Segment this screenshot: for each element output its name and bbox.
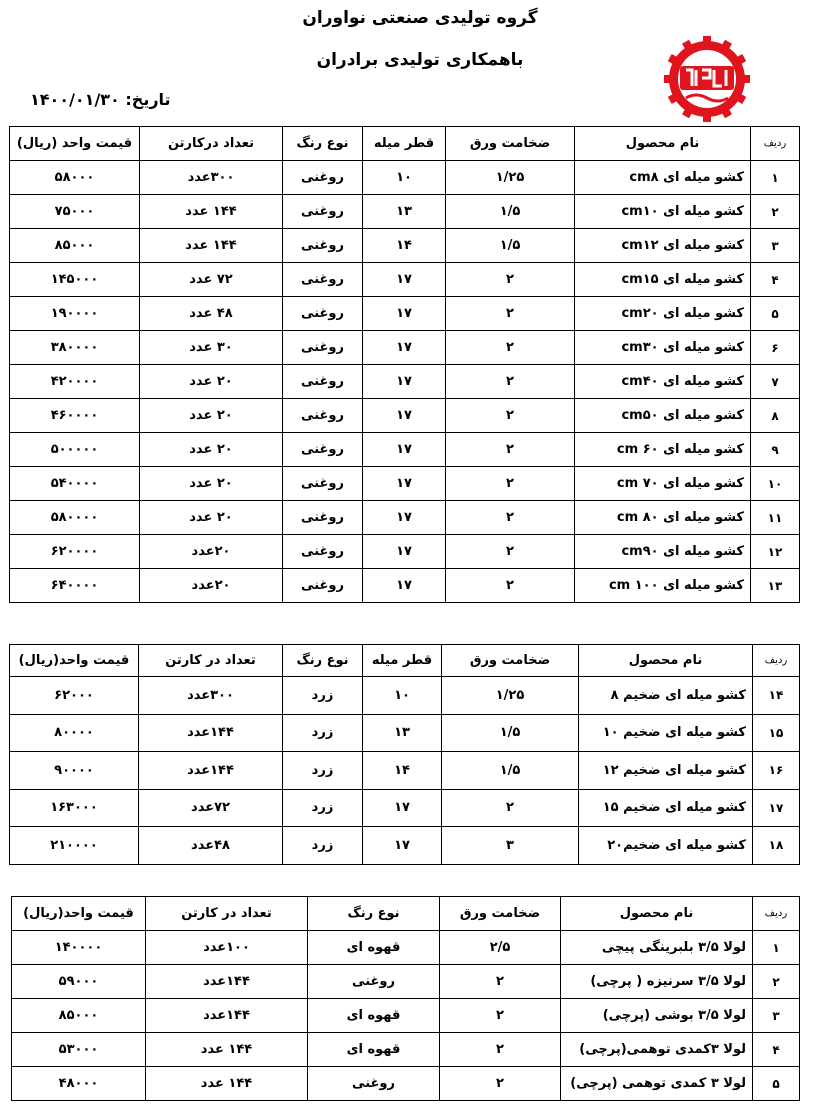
sheet-thickness: ۲ xyxy=(440,1067,561,1101)
rod-diameter: ۱۷ xyxy=(363,365,446,399)
unit-price: ۷۵۰۰۰ xyxy=(10,195,140,229)
qty-per-carton: ۲۰ عدد xyxy=(140,501,283,535)
sheet-thickness: ۲ xyxy=(440,965,561,999)
unit-price: ۵۹۰۰۰ xyxy=(12,965,146,999)
sheet-thickness: ۱/۵ xyxy=(446,195,575,229)
unit-price: ۶۲۰۰۰۰ xyxy=(10,535,140,569)
sheet-thickness: ۲ xyxy=(446,297,575,331)
paint-type: روغنی xyxy=(283,229,363,263)
rod-diameter: ۱۷ xyxy=(363,789,442,827)
product-name: لولا ۳/۵ بلبرینگی پیچی xyxy=(561,931,753,965)
row-number: ۴ xyxy=(753,1033,800,1067)
paint-type: روغنی xyxy=(283,535,363,569)
table-row xyxy=(10,789,800,827)
product-name: کشو میله ای ضخیم ۱۵ xyxy=(579,789,753,827)
paint-type: روغنی xyxy=(283,161,363,195)
table-row xyxy=(12,1033,800,1067)
row-number: ۱۳ xyxy=(751,569,800,603)
unit-price: ۸۵۰۰۰ xyxy=(12,999,146,1033)
paint-type: روغنی xyxy=(283,331,363,365)
row-number: ۱ xyxy=(751,161,800,195)
paint-type: روغنی xyxy=(283,569,363,603)
qty-per-carton: ۳۰۰عدد xyxy=(140,161,283,195)
rod-diameter: ۱۷ xyxy=(363,535,446,569)
unit-price: ۸۰۰۰۰ xyxy=(10,714,139,752)
product-name: کشو میله ای cm۱۲ xyxy=(575,229,751,263)
table-header-row xyxy=(12,897,800,931)
paint-type: قهوه ای xyxy=(308,999,440,1033)
unit-price: ۴۶۰۰۰۰ xyxy=(10,399,140,433)
header-product-name: نام محصول xyxy=(561,897,753,931)
product-name: لولا ۳/۵ بوشی (پرچی) xyxy=(561,999,753,1033)
paint-type: روغنی xyxy=(283,433,363,467)
row-number: ۱۶ xyxy=(753,752,800,790)
sheet-thickness: ۲ xyxy=(446,331,575,365)
header-qty-per-carton: تعداد در کارتن xyxy=(146,897,308,931)
paint-type: روغنی xyxy=(283,263,363,297)
qty-per-carton: ۱۴۴عدد xyxy=(146,965,308,999)
paint-type: زرد xyxy=(283,752,363,790)
qty-per-carton: ۷۲عدد xyxy=(139,789,283,827)
row-number: ۵ xyxy=(753,1067,800,1101)
qty-per-carton: ۱۴۴عدد xyxy=(139,752,283,790)
product-name: لولا ۳/۵ سرنیزه ( پرچی) xyxy=(561,965,753,999)
paint-type: روغنی xyxy=(283,399,363,433)
sheet-thickness: ۱/۲۵ xyxy=(442,677,579,715)
paint-type: روغنی xyxy=(283,195,363,229)
table-row xyxy=(10,569,800,603)
table-row xyxy=(10,331,800,365)
table-row xyxy=(10,752,800,790)
unit-price: ۳۸۰۰۰۰ xyxy=(10,331,140,365)
qty-per-carton: ۳۰۰عدد xyxy=(139,677,283,715)
product-name: کشو میله ای ضخیم ۸ xyxy=(579,677,753,715)
rod-diameter: ۱۷ xyxy=(363,297,446,331)
product-name: کشو میله ای cm۸ xyxy=(575,161,751,195)
sheet-thickness: ۲/۵ xyxy=(440,931,561,965)
qty-per-carton: ۱۴۴عدد xyxy=(146,999,308,1033)
table-header-row xyxy=(10,645,800,677)
product-name: کشو میله ای cm۲۰ xyxy=(575,297,751,331)
paint-type: روغنی xyxy=(283,501,363,535)
product-name: کشو میله ای cm۵۰ xyxy=(575,399,751,433)
row-number: ۱۴ xyxy=(753,677,800,715)
row-number: ۲ xyxy=(751,195,800,229)
row-number: ۲ xyxy=(753,965,800,999)
sheet-thickness: ۱/۵ xyxy=(442,752,579,790)
paint-type: روغنی xyxy=(283,297,363,331)
table-row xyxy=(10,714,800,752)
sheet-thickness: ۱/۵ xyxy=(446,229,575,263)
rod-diameter: ۱۷ xyxy=(363,569,446,603)
sheet-thickness: ۲ xyxy=(446,263,575,297)
product-name: کشو میله ای ضخیم ۱۰ xyxy=(579,714,753,752)
rod-diameter: ۱۷ xyxy=(363,827,442,865)
rod-diameter: ۱۷ xyxy=(363,467,446,501)
row-number: ۸ xyxy=(751,399,800,433)
row-number: ۱ xyxy=(753,931,800,965)
date-line xyxy=(30,90,171,109)
header-rod-diameter: قطر میله xyxy=(363,645,442,677)
sheet-thickness: ۳ xyxy=(442,827,579,865)
rod-diameter: ۱۰ xyxy=(363,161,446,195)
rod-diameter: ۱۷ xyxy=(363,501,446,535)
header-paint-type: نوع رنگ xyxy=(308,897,440,931)
date-value: ۱۴۰۰/۰۱/۳۰ xyxy=(30,90,120,109)
unit-price: ۵۸۰۰۰۰ xyxy=(10,501,140,535)
paint-type: روغنی xyxy=(308,965,440,999)
thick-drawer-price-table xyxy=(9,644,800,865)
table-row xyxy=(10,535,800,569)
paint-type: روغنی xyxy=(283,365,363,399)
sheet-thickness: ۲ xyxy=(446,399,575,433)
table-row xyxy=(10,365,800,399)
row-number: ۶ xyxy=(751,331,800,365)
unit-price: ۶۴۰۰۰۰ xyxy=(10,569,140,603)
paint-type: زرد xyxy=(283,789,363,827)
qty-per-carton: ۲۰ عدد xyxy=(140,467,283,501)
rod-diameter: ۱۷ xyxy=(363,433,446,467)
header-rod-diameter: قطر میله xyxy=(363,127,446,161)
header-product-name: نام محصول xyxy=(579,645,753,677)
unit-price: ۹۰۰۰۰ xyxy=(10,752,139,790)
row-number: ۳ xyxy=(753,999,800,1033)
header-row-number: ردیف xyxy=(751,127,800,161)
unit-price: ۱۶۳۰۰۰ xyxy=(10,789,139,827)
unit-price: ۱۹۰۰۰۰ xyxy=(10,297,140,331)
sheet-thickness: ۲ xyxy=(446,569,575,603)
rod-diameter: ۱۴ xyxy=(363,752,442,790)
header-paint-type: نوع رنگ xyxy=(283,127,363,161)
paint-type: زرد xyxy=(283,677,363,715)
sheet-thickness: ۲ xyxy=(446,433,575,467)
company-title: گروه تولیدی صنعتی نواوران xyxy=(302,8,538,28)
qty-per-carton: ۱۰۰عدد xyxy=(146,931,308,965)
qty-per-carton: ۴۸عدد xyxy=(139,827,283,865)
table-row xyxy=(12,965,800,999)
table-row xyxy=(12,999,800,1033)
header-unit-price: قیمت واحد(ریال) xyxy=(10,645,139,677)
date-label: تاریخ: xyxy=(125,90,171,109)
paint-type: زرد xyxy=(283,827,363,865)
header-row-number: ردیف xyxy=(753,897,800,931)
table-row xyxy=(10,433,800,467)
qty-per-carton: ۱۴۴ عدد xyxy=(140,195,283,229)
qty-per-carton: ۱۴۴ عدد xyxy=(146,1067,308,1101)
sheet-thickness: ۲ xyxy=(440,999,561,1033)
unit-price: ۸۵۰۰۰ xyxy=(10,229,140,263)
product-name: کشو میله ای ضخیم۲۰ xyxy=(579,827,753,865)
qty-per-carton: ۲۰ عدد xyxy=(140,433,283,467)
row-number: ۱۸ xyxy=(753,827,800,865)
product-name: لولا ۳کمدی توهمی(پرچی) xyxy=(561,1033,753,1067)
header-sheet-thickness: ضخامت ورق xyxy=(440,897,561,931)
row-number: ۱۲ xyxy=(751,535,800,569)
paint-type: قهوه ای xyxy=(308,1033,440,1067)
rod-diameter: ۱۰ xyxy=(363,677,442,715)
hinge-price-table xyxy=(11,896,800,1101)
rod-diameter: ۱۷ xyxy=(363,399,446,433)
header-sheet-thickness: ضخامت ورق xyxy=(442,645,579,677)
product-name: لولا ۳ کمدی توهمی (پرچی) xyxy=(561,1067,753,1101)
header-sheet-thickness: ضخامت ورق xyxy=(446,127,575,161)
qty-per-carton: ۴۸ عدد xyxy=(140,297,283,331)
product-name: کشو میله ای cm۴۰ xyxy=(575,365,751,399)
qty-per-carton: ۱۴۴عدد xyxy=(139,714,283,752)
row-number: ۱۰ xyxy=(751,467,800,501)
sheet-thickness: ۲ xyxy=(440,1033,561,1067)
table-row xyxy=(10,161,800,195)
company-subtitle: باهمکاری تولیدی برادران xyxy=(316,50,524,70)
header-unit-price: قیمت واحد (ریال) xyxy=(10,127,140,161)
header-paint-type: نوع رنگ xyxy=(283,645,363,677)
product-name: کشو میله ای cm۹۰ xyxy=(575,535,751,569)
qty-per-carton: ۳۰ عدد xyxy=(140,331,283,365)
table-row xyxy=(10,399,800,433)
unit-price: ۵۰۰۰۰۰ xyxy=(10,433,140,467)
unit-price: ۱۴۵۰۰۰ xyxy=(10,263,140,297)
row-number: ۴ xyxy=(751,263,800,297)
rod-diameter: ۱۳ xyxy=(363,195,446,229)
paint-type: زرد xyxy=(283,714,363,752)
row-number: ۷ xyxy=(751,365,800,399)
table-row xyxy=(10,263,800,297)
table-row xyxy=(10,467,800,501)
paint-type: روغنی xyxy=(283,467,363,501)
table-header-row xyxy=(10,127,800,161)
header-row-number: ردیف xyxy=(753,645,800,677)
table-row xyxy=(10,827,800,865)
row-number: ۱۷ xyxy=(753,789,800,827)
product-name: کشو میله ای ۶۰ cm xyxy=(575,433,751,467)
product-name: کشو میله ای cm۱۵ xyxy=(575,263,751,297)
product-name: کشو میله ای cm۱۰ xyxy=(575,195,751,229)
sheet-thickness: ۲ xyxy=(446,467,575,501)
table-row xyxy=(10,297,800,331)
rod-diameter: ۱۷ xyxy=(363,263,446,297)
qty-per-carton: ۲۰ عدد xyxy=(140,365,283,399)
company-logo-icon xyxy=(664,36,750,122)
row-number: ۹ xyxy=(751,433,800,467)
unit-price: ۴۲۰۰۰۰ xyxy=(10,365,140,399)
rod-diameter: ۱۴ xyxy=(363,229,446,263)
drawer-price-table xyxy=(9,126,800,603)
table-row xyxy=(12,1067,800,1101)
qty-per-carton: ۷۲ عدد xyxy=(140,263,283,297)
row-number: ۱۵ xyxy=(753,714,800,752)
sheet-thickness: ۲ xyxy=(442,789,579,827)
table-row xyxy=(10,501,800,535)
header-unit-price: قیمت واحد(ریال) xyxy=(12,897,146,931)
product-name: کشو میله ای cm۳۰ xyxy=(575,331,751,365)
qty-per-carton: ۲۰ عدد xyxy=(140,399,283,433)
sheet-thickness: ۱/۲۵ xyxy=(446,161,575,195)
rod-diameter: ۱۷ xyxy=(363,331,446,365)
qty-per-carton: ۱۴۴ عدد xyxy=(140,229,283,263)
unit-price: ۴۸۰۰۰ xyxy=(12,1067,146,1101)
table-row xyxy=(12,931,800,965)
qty-per-carton: ۲۰عدد xyxy=(140,535,283,569)
rod-diameter: ۱۳ xyxy=(363,714,442,752)
unit-price: ۵۳۰۰۰ xyxy=(12,1033,146,1067)
product-name: کشو میله ای ۸۰ cm xyxy=(575,501,751,535)
unit-price: ۶۲۰۰۰ xyxy=(10,677,139,715)
product-name: کشو میله ای ضخیم ۱۲ xyxy=(579,752,753,790)
table-row xyxy=(10,195,800,229)
table-row xyxy=(10,677,800,715)
qty-per-carton: ۱۴۴ عدد xyxy=(146,1033,308,1067)
header-product-name: نام محصول xyxy=(575,127,751,161)
table-row xyxy=(10,229,800,263)
qty-per-carton: ۲۰عدد xyxy=(140,569,283,603)
sheet-thickness: ۲ xyxy=(446,365,575,399)
sheet-thickness: ۲ xyxy=(446,501,575,535)
row-number: ۱۱ xyxy=(751,501,800,535)
paint-type: روغنی xyxy=(308,1067,440,1101)
sheet-thickness: ۲ xyxy=(446,535,575,569)
header-qty-per-carton: تعداد درکارتن xyxy=(140,127,283,161)
unit-price: ۵۴۰۰۰۰ xyxy=(10,467,140,501)
row-number: ۵ xyxy=(751,297,800,331)
paint-type: قهوه ای xyxy=(308,931,440,965)
row-number: ۳ xyxy=(751,229,800,263)
unit-price: ۱۴۰۰۰۰ xyxy=(12,931,146,965)
unit-price: ۵۸۰۰۰ xyxy=(10,161,140,195)
unit-price: ۲۱۰۰۰۰ xyxy=(10,827,139,865)
product-name: کشو میله ای ۱۰۰ cm xyxy=(575,569,751,603)
header-qty-per-carton: تعداد در کارتن xyxy=(139,645,283,677)
product-name: کشو میله ای ۷۰ cm xyxy=(575,467,751,501)
sheet-thickness: ۱/۵ xyxy=(442,714,579,752)
